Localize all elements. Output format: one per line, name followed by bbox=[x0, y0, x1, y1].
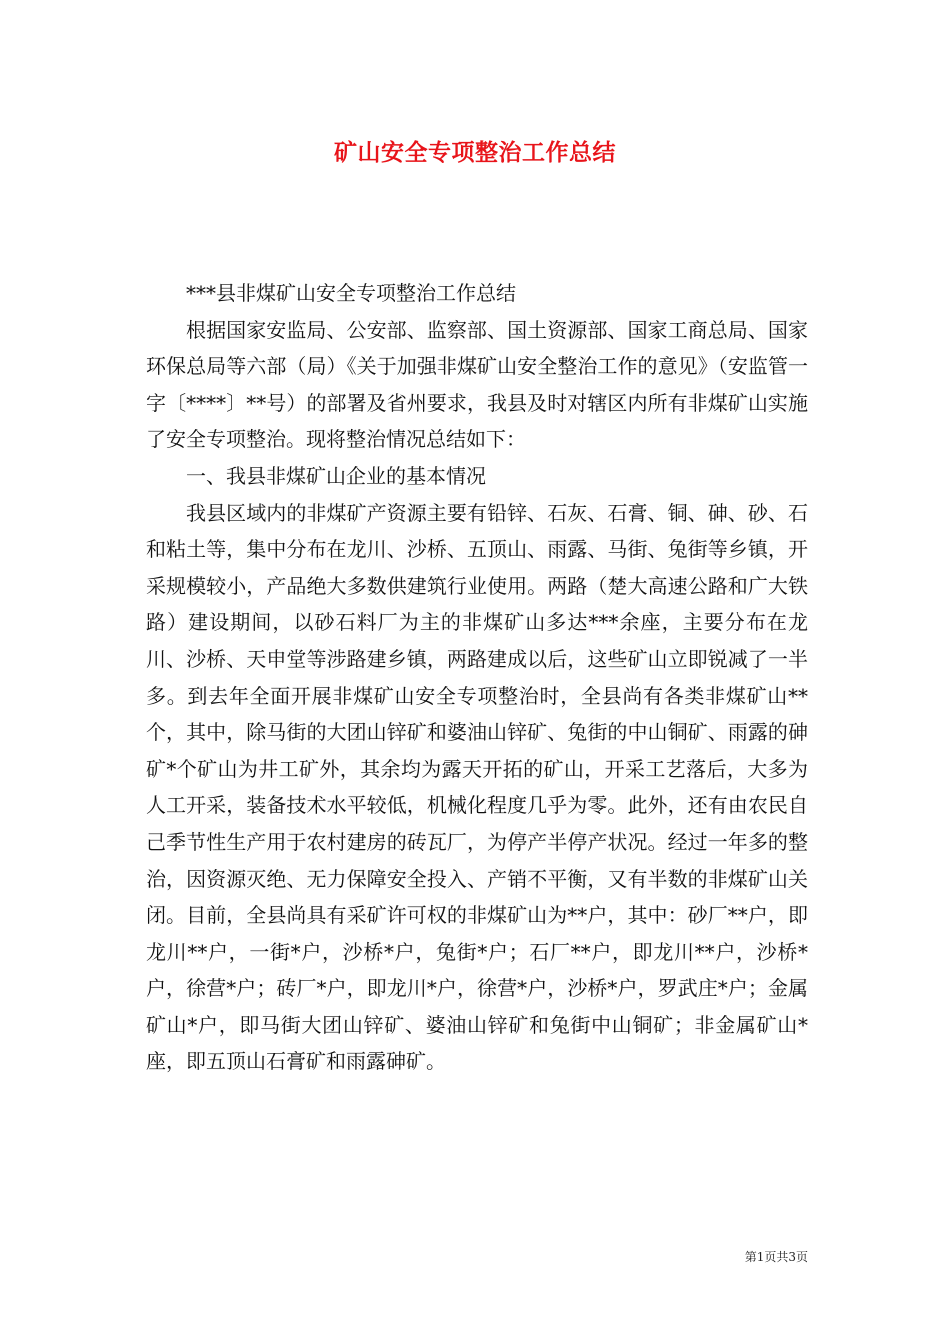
section-paragraph: 我县区域内的非煤矿产资源主要有铅锌、石灰、石膏、铜、砷、砂、石和粘土等，集中分布在龙川、沙桥、五顶山、雨露、马街、兔街等乡镇，开采规模较小，产品绝大多数供建筑行业使用。两路（楚大高速公路和广大铁路）建设期间，以砂石料厂为主的非煤矿山多达***余座，主要分布在龙川、沙桥、天申堂等涉路建乡镇，两路建成以后，这些矿山立即锐减了一半多。到去年全面开展非煤矿山安全专项整治时，全县尚有各类非煤矿山**个，其中，除马街的大团山锌矿和婆油山锌矿、兔街的中山铜矿、雨露的砷矿*个矿山为井工矿外，其余均为露天开拓的矿山，开采工艺落后，大多为人工开采，装备技术水平较低，机械化程度几乎为零。此外，还有由农民自己季节性生产用于农村建房的砖瓦厂，为停产半停产状况。经过一年多的整治，因资源灭绝、无力保障安全投入、产销不平衡，又有半数的非煤矿山关闭。目前，全县尚具有采矿许可权的非煤矿山为**户，其中：砂厂**户，即龙川**户，一街*户，沙桥*户，兔街*户；石厂**户，即龙川**户，沙桥*户，徐营*户；砖厂*户，即龙川*户，徐营*户，沙桥*户，罗武庄*户；金属矿山*户，即马街大团山锌矿、婆油山锌矿和兔街中山铜矿；非金属矿山*座，即五顶山石膏矿和雨露砷矿。 bbox=[146, 500, 808, 1074]
section-heading: 一、我县非煤矿山企业的基本情况 bbox=[186, 463, 486, 488]
subtitle-paragraph: ***县非煤矿山安全专项整治工作总结 bbox=[186, 281, 516, 305]
intro-paragraph: 根据国家安监局、公安部、监察部、国土资源部、国家工商总局、国家环保总局等六部（局）《关于加强非煤矿山安全整治工作的意见》（安监管一字〔****〕**号）的部署及省州要求，我县及时对辖区内所有非煤矿山实施了安全专项整治。现将整治情况总结如下： bbox=[146, 317, 808, 452]
document-body bbox=[146, 275, 808, 1080]
document-title: 矿山安全专项整治工作总结 bbox=[334, 139, 616, 166]
page-number: 第1页共3页 bbox=[744, 1250, 808, 1264]
